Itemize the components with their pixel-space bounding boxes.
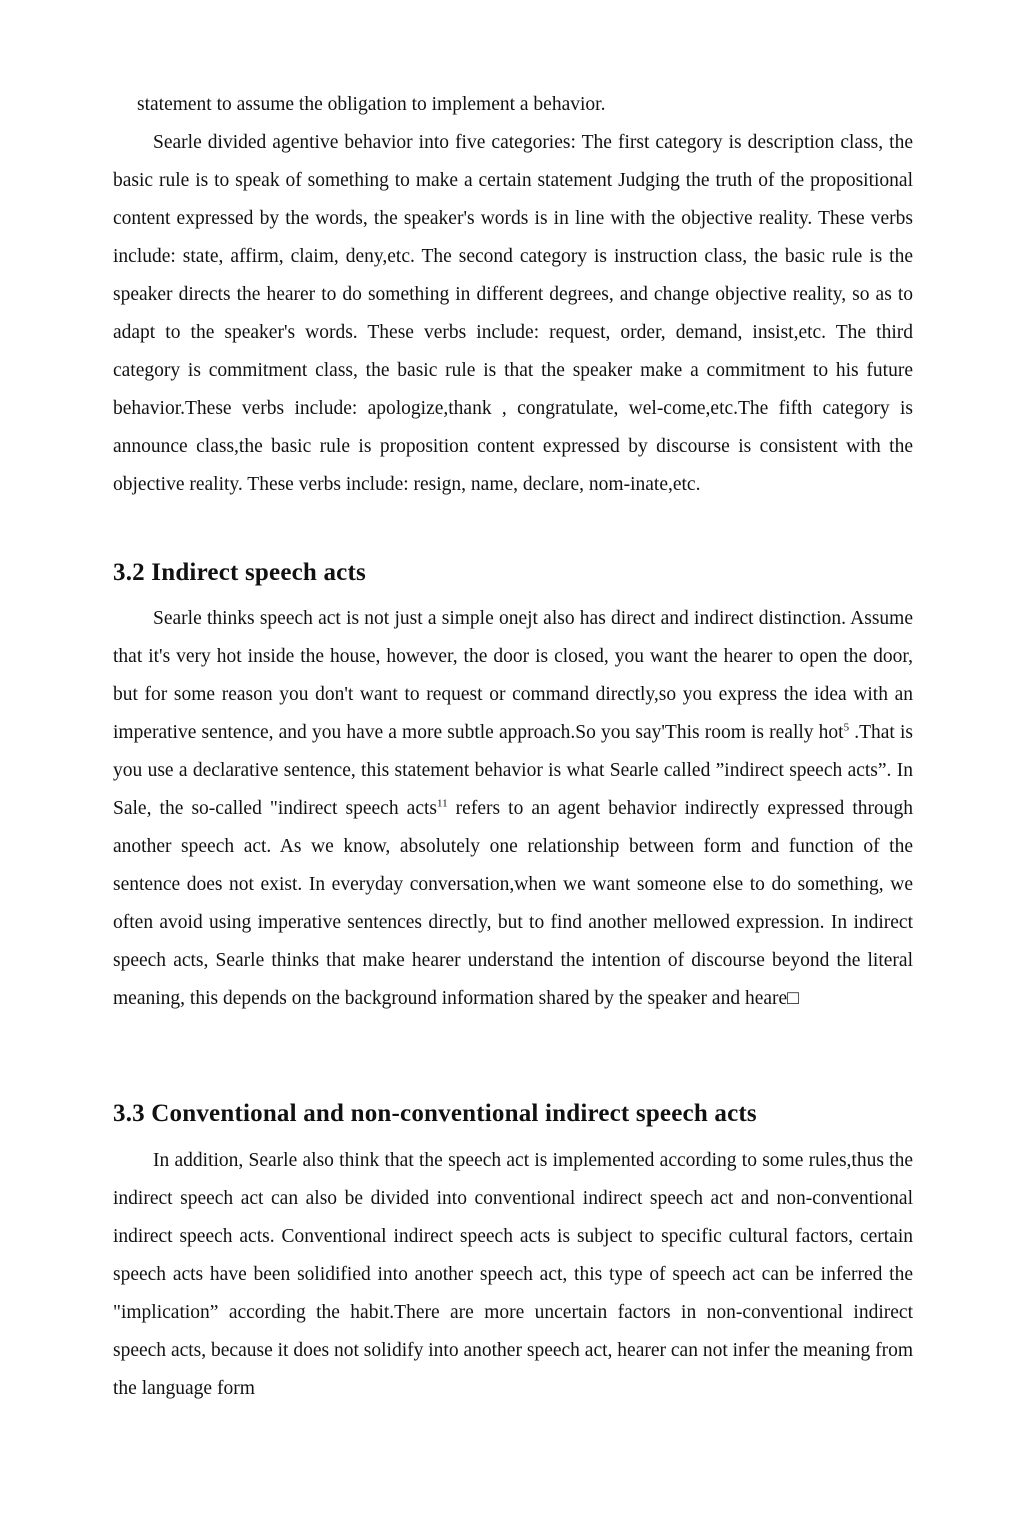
footnote-marker-11: 11 xyxy=(437,797,448,810)
paragraph-text-part-b: .That is you use a declarative sentence, this statement behavior is what Searle called ”indirect speech acts”. In Sale, the so-called "indirect speech acts xyxy=(113,722,913,819)
paragraph-conventional-indirect: In addition, Searle also think that the speech act is implemented according to some rules,thus the indirect speech act can also be divided into conventional indirect speech act and non-conventional indirect speech acts. Conventional indirect speech acts is subject to specific cultural factors, certain speech acts have been solidified into another speech act, this type of speech act can be inferred the "implication” according the habit.There are more uncertain factors in non-conventional indirect speech acts, because it does not solidify into another speech act, hearer can not infer the meaning from the language form xyxy=(113,1150,913,1399)
section-heading-3-3: 3.3 Conventional and non-conventional indirect speech acts xyxy=(113,1100,757,1127)
paragraph-speech-act-categories: Searle divided agentive behavior into five categories: The first category is description class, the basic rule is to speak of something to make a certain statement Judging the truth of the propositional content expressed by the words, the speaker's words is in line with the objective reality. These verbs include: state, affirm, claim, deny,etc. The second category is instruction class, the basic rule is the speaker directs the hearer to do something in different degrees, and change objective reality, so as to adapt to the speaker's words. These verbs include: request, order, demand, insist,etc. The third category is commitment class, the basic rule is that the speaker make a commitment to his future behavior.These verbs include: apologize,thank , congratulate, wel-come,etc.The fifth category is announce class,the basic rule is proposition content expressed by discourse is consistent with the objective reality. These verbs include: resign, name, declare, nom-inate,etc. xyxy=(113,132,913,495)
body-text-top xyxy=(113,86,913,504)
section-3-2 xyxy=(113,556,913,590)
paragraph-indirect-speech-acts xyxy=(113,600,913,1018)
paragraph-text-part-c: refers to an agent behavior indirectly expressed through another speech act. As we know, absolutely one relationship between form and function of the sentence does not exist. In everyday conversation,when we want someone else to do something, we often avoid using imperative sentences directly, but to find another mellowed expression. In indirect speech acts, Searle thinks that make hearer understand the intention of discourse beyond the literal meaning, this depends on the background information shared by the speaker and heare□ xyxy=(113,798,913,1009)
section-3-2-body xyxy=(113,600,913,1018)
paragraph-text-part-a: Searle thinks speech act is not just a simple onejt also has direct and indirect distinction. Assume that it's very hot inside the house, however, the door is closed, you want the hearer to open the door, but for some reason you don't want to request or command directly,so you express the idea with an imperative sentence, and you have a more subtle approach.So you say'This room is really hot xyxy=(113,608,913,743)
paragraph-continuation: statement to assume the obligation to implement a behavior. xyxy=(137,94,606,115)
section-heading-3-2: 3.2 Indirect speech acts xyxy=(113,559,366,586)
footnote-marker-5: 5 xyxy=(843,721,850,734)
section-3-3 xyxy=(113,1097,913,1131)
section-3-3-body xyxy=(113,1142,913,1408)
